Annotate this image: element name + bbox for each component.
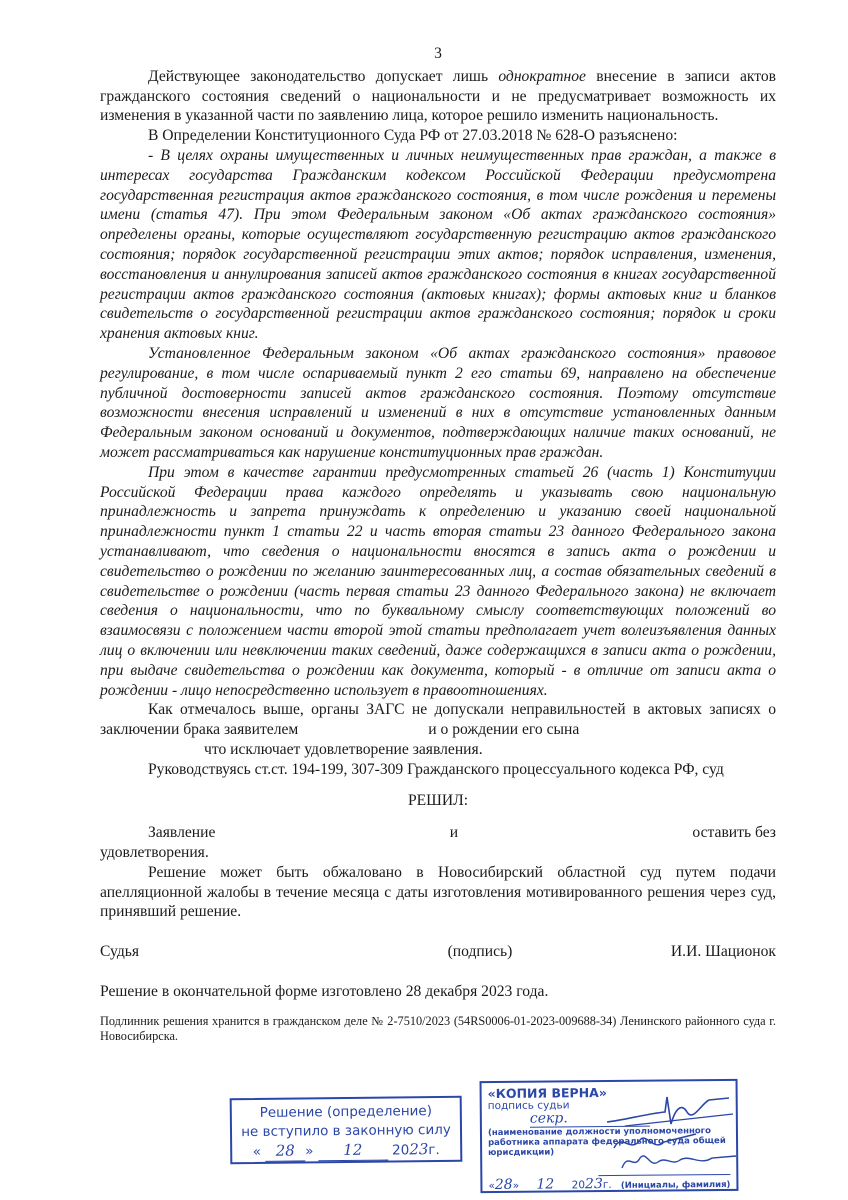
quote-paragraph-3: При этом в качестве гарантии предусмотренных статьей 26 (часть 1) Конституции Российской Федерации права каждого определять и указывать свою национальную принадлежность и запрета принуждать к определению и указанию своей национальной принадлежности пункт 1 статьи 22 и часть вторая статьи 23 данного Федерального закона устанавливают, что сведения о национальности вносятся в запись акта о рождении и свидетельство о рождении по желанию заинтересованных лиц, а состав обязательных сведений в свидетельстве о рождении (часть первая статьи 23 данного Федерального закона) не включает сведения о национальности, что по буквальному смыслу соответствующих положений во взаимосвязи с положением части второй этой статьи предполагает учет волеизъявления данных лиц о включении или невключении таких сведений, даже содержащихся в записи акта о рождении, при выдаче свидетельства о рождении как документа, который - в отличие от записи акта о рождении - лицо непосредственно использует в правоотношениях.	[100, 463, 776, 699]
judge-label: Судья	[100, 943, 140, 961]
stamp-line-2: не вступило в законную силу	[241, 1121, 451, 1141]
stamp-bottom-row	[488, 1177, 730, 1193]
signature-scribble-name	[620, 1148, 738, 1174]
document-body	[100, 44, 776, 1045]
paragraph-claim-left: Заявление и оставить без удовлетворения.	[100, 824, 776, 862]
paragraph-nationality-rule: Действующее законодательство допускает лишь однократное внесение в записи актов гражданского состояния сведений о национальности и не предусматривает возможность их изменения в указанной части по заявлению лица, которое решило изменить национальность.	[100, 67, 777, 125]
page-number: 3	[434, 45, 442, 62]
stamp-name-caption: (Инициалы, фамилия)	[620, 1179, 731, 1191]
stamp-position-caption: (наименование должности уполномоченного работника аппарата федерального суда общей юрисдикции)	[487, 1126, 726, 1159]
final-form-note: Решение в окончательной форме изготовлено 28 декабря 2023 года.	[100, 983, 549, 1001]
decision-heading: РЕШИЛ:	[407, 792, 469, 810]
quote-paragraph-1: - В целях охраны имущественных и личных неимущественных прав граждан, а также в интересах государства Гражданским кодексом Российской Федерации предусмотрена государственная регистрация актов гражданского состояния, в том числе рождения и перемены имени (статья 47). При этом Федеральным законом «Об актах гражданского состояния» определены органы, которые осуществляют государственную регистрацию актов гражданского состояния; порядок государственной регистрации этих актов; порядок исправления, изменения, восстановления и аннулирования записей актов гражданского состояния в книгах государственной регистрации актов гражданского состояния (актовых книгах); формы актовых книг и бланков свидетельств о государственной регистрации актов гражданского состояния; порядок и сроки хранения актовых книг.	[100, 146, 776, 343]
stamp-line-1: Решение (определение)	[259, 1103, 433, 1121]
stamp-role-line: секр.	[530, 1112, 650, 1128]
stamp-date: «28» 12 2023г.	[488, 1176, 612, 1193]
stamp-sign-label: подпись судьи	[487, 1099, 570, 1113]
paragraph-appeal: Решение может быть обжаловано в Новосибирский областной суд путем подачи апелляционной жалобы в течение месяца с даты изготовления мотивированного решения через суд, принявший решение.	[100, 863, 776, 921]
judge-name: И.И. Шационок	[670, 943, 776, 961]
footnote-original: Подлинник решения хранится в гражданском деле № 2-7510/2023 (54RS0006-01-2023-009688-34) Ленинского районного суда г. Новосибирска.	[100, 1013, 776, 1044]
quote-paragraph-2: Установленное Федеральным законом «Об актах гражданского состояния» правовое регулирование, в том числе оспариваемый пункт 2 его статьи 69, направлено на обеспечение публичной достоверности записей актов гражданского состояния. Поэтому отсутствие возможности внесения исправлений и изменений в них в отсутствие установленных данным Федеральным законом оснований и документов, подтверждающих наличие таких оснований, не может рассматриваться как нарушение конституционных прав граждан.	[100, 344, 776, 461]
paragraph-guided-by: Руководствуясь ст.ст. 194-199, 307-309 Гражданского процессуального кодекса РФ, суд	[148, 760, 724, 778]
stamp-date: « 28 » 12 2023г.	[252, 1140, 440, 1160]
paragraph-zags: Как отмечалось выше, органы ЗАГС не допускали неправильностей в актовых записях о заключении брака заявителем и о рождении его сына что исключает удовлетворение заявления.	[100, 701, 776, 758]
stamp-not-in-force	[230, 1096, 463, 1164]
signature-scribble-top	[605, 1092, 735, 1132]
stamp-copy-header: «КОПИЯ ВЕРНА»	[487, 1085, 607, 1102]
signature-mark: (подпись)	[447, 943, 513, 961]
judge-signature-line	[100, 942, 776, 962]
paragraph-court-reference: В Определении Конституционного Суда РФ от 27.03.2018 № 628-О разъяснено:	[148, 127, 678, 145]
